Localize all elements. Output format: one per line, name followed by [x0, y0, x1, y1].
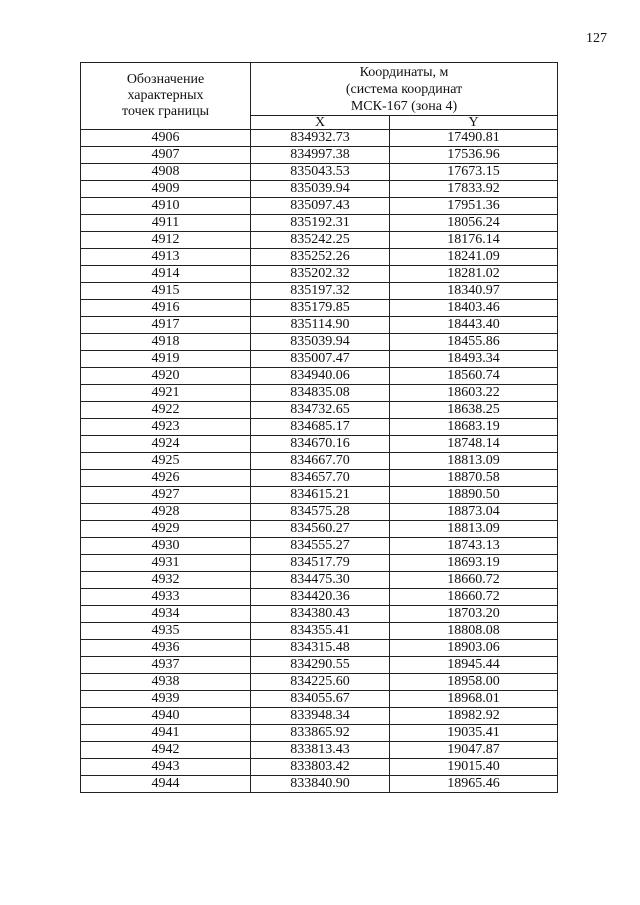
y-coordinate-cell: 18813.09	[390, 453, 558, 470]
table-row	[81, 436, 558, 453]
y-coordinate-cell: 17951.36	[390, 198, 558, 215]
point-id-cell: 4910	[81, 198, 251, 215]
x-coordinate-cell: 835192.31	[251, 215, 390, 232]
y-coordinate-cell: 18176.14	[390, 232, 558, 249]
y-coordinate-cell: 18748.14	[390, 436, 558, 453]
table-row	[81, 674, 558, 691]
table-row	[81, 759, 558, 776]
table-row	[81, 657, 558, 674]
point-id-cell: 4942	[81, 742, 251, 759]
y-coordinate-cell: 18958.00	[390, 674, 558, 691]
y-coordinate-cell: 18703.20	[390, 606, 558, 623]
header-point-line: характерных	[127, 88, 204, 103]
x-coordinate-cell: 834615.21	[251, 487, 390, 504]
x-coordinate-cell: 835039.94	[251, 181, 390, 198]
table-row	[81, 419, 558, 436]
x-coordinate-cell: 835252.26	[251, 249, 390, 266]
x-coordinate-cell: 835179.85	[251, 300, 390, 317]
point-id-cell: 4924	[81, 436, 251, 453]
y-coordinate-cell: 18873.04	[390, 504, 558, 521]
table-row	[81, 164, 558, 181]
y-coordinate-cell: 18560.74	[390, 368, 558, 385]
point-id-cell: 4934	[81, 606, 251, 623]
table-row	[81, 385, 558, 402]
header-coordinates	[251, 63, 558, 116]
header-coords-line: Координаты, м	[359, 64, 449, 80]
x-coordinate-cell: 835007.47	[251, 351, 390, 368]
header-point-line: Обозначение	[126, 72, 205, 87]
x-coordinate-cell: 834835.08	[251, 385, 390, 402]
point-id-cell: 4914	[81, 266, 251, 283]
x-coordinate-cell: 834555.27	[251, 538, 390, 555]
x-coordinate-cell: 835114.90	[251, 317, 390, 334]
x-coordinate-cell: 834420.36	[251, 589, 390, 606]
y-coordinate-cell: 18455.86	[390, 334, 558, 351]
point-id-cell: 4913	[81, 249, 251, 266]
point-id-cell: 4922	[81, 402, 251, 419]
y-coordinate-cell: 18340.97	[390, 283, 558, 300]
y-coordinate-cell: 18493.34	[390, 351, 558, 368]
x-coordinate-cell: 834355.41	[251, 623, 390, 640]
table-row	[81, 402, 558, 419]
point-id-cell: 4920	[81, 368, 251, 385]
y-coordinate-cell: 18982.92	[390, 708, 558, 725]
table-row	[81, 453, 558, 470]
table-row	[81, 504, 558, 521]
point-id-cell: 4916	[81, 300, 251, 317]
x-coordinate-cell: 834315.48	[251, 640, 390, 657]
x-coordinate-cell: 834670.16	[251, 436, 390, 453]
point-id-cell: 4930	[81, 538, 251, 555]
table-row	[81, 623, 558, 640]
x-coordinate-cell: 834055.67	[251, 691, 390, 708]
table-row	[81, 198, 558, 215]
x-coordinate-cell: 834560.27	[251, 521, 390, 538]
y-coordinate-cell: 18281.02	[390, 266, 558, 283]
point-id-cell: 4937	[81, 657, 251, 674]
x-coordinate-cell: 833840.90	[251, 776, 390, 793]
x-coordinate-cell: 833803.42	[251, 759, 390, 776]
table-row	[81, 742, 558, 759]
table-row	[81, 589, 558, 606]
table-row	[81, 725, 558, 742]
point-id-cell: 4921	[81, 385, 251, 402]
table-row	[81, 249, 558, 266]
header-coords-line: (система координат	[345, 81, 463, 97]
y-coordinate-cell: 18903.06	[390, 640, 558, 657]
x-coordinate-cell: 834997.38	[251, 147, 390, 164]
x-coordinate-cell: 833813.43	[251, 742, 390, 759]
y-coordinate-cell: 19035.41	[390, 725, 558, 742]
coordinates-table	[80, 62, 558, 793]
table-row	[81, 555, 558, 572]
point-id-cell: 4931	[81, 555, 251, 572]
table-row	[81, 232, 558, 249]
point-id-cell: 4908	[81, 164, 251, 181]
point-id-cell: 4915	[81, 283, 251, 300]
point-id-cell: 4906	[81, 130, 251, 147]
header-point-line: точек границы	[122, 104, 209, 119]
page-number: 127	[586, 31, 607, 46]
point-id-cell: 4941	[81, 725, 251, 742]
x-coordinate-cell: 834685.17	[251, 419, 390, 436]
point-id-cell: 4925	[81, 453, 251, 470]
point-id-cell: 4909	[81, 181, 251, 198]
table-body	[81, 130, 558, 793]
table-row	[81, 266, 558, 283]
point-id-cell: 4907	[81, 147, 251, 164]
header-x: X	[251, 116, 390, 130]
y-coordinate-cell: 18443.40	[390, 317, 558, 334]
table-row	[81, 351, 558, 368]
y-coordinate-cell: 18056.24	[390, 215, 558, 232]
point-id-cell: 4932	[81, 572, 251, 589]
y-coordinate-cell: 18890.50	[390, 487, 558, 504]
table-row	[81, 147, 558, 164]
point-id-cell: 4912	[81, 232, 251, 249]
y-coordinate-cell: 18241.09	[390, 249, 558, 266]
y-coordinate-cell: 18808.08	[390, 623, 558, 640]
header-point-designation	[81, 63, 251, 130]
table-row	[81, 334, 558, 351]
y-coordinate-cell: 18945.44	[390, 657, 558, 674]
y-coordinate-cell: 18638.25	[390, 402, 558, 419]
y-coordinate-cell: 18660.72	[390, 572, 558, 589]
header-coords-line: МСК-167 (зона 4)	[350, 98, 458, 114]
table-row	[81, 487, 558, 504]
x-coordinate-cell: 834657.70	[251, 470, 390, 487]
y-coordinate-cell: 18870.58	[390, 470, 558, 487]
point-id-cell: 4911	[81, 215, 251, 232]
table-row	[81, 776, 558, 793]
table-row	[81, 572, 558, 589]
x-coordinate-cell: 834225.60	[251, 674, 390, 691]
point-id-cell: 4936	[81, 640, 251, 657]
table-row	[81, 317, 558, 334]
table-row	[81, 521, 558, 538]
point-id-cell: 4938	[81, 674, 251, 691]
point-id-cell: 4935	[81, 623, 251, 640]
table-row	[81, 181, 558, 198]
x-coordinate-cell: 834940.06	[251, 368, 390, 385]
point-id-cell: 4929	[81, 521, 251, 538]
y-coordinate-cell: 17536.96	[390, 147, 558, 164]
table-row	[81, 300, 558, 317]
y-coordinate-cell: 19047.87	[390, 742, 558, 759]
y-coordinate-cell: 18660.72	[390, 589, 558, 606]
x-coordinate-cell: 834475.30	[251, 572, 390, 589]
y-coordinate-cell: 18403.46	[390, 300, 558, 317]
x-coordinate-cell: 833865.92	[251, 725, 390, 742]
table-row	[81, 640, 558, 657]
y-coordinate-cell: 17833.92	[390, 181, 558, 198]
x-coordinate-cell: 834517.79	[251, 555, 390, 572]
point-id-cell: 4917	[81, 317, 251, 334]
x-coordinate-cell: 834667.70	[251, 453, 390, 470]
table-row	[81, 130, 558, 147]
point-id-cell: 4944	[81, 776, 251, 793]
y-coordinate-cell: 18968.01	[390, 691, 558, 708]
y-coordinate-cell: 18683.19	[390, 419, 558, 436]
table-row	[81, 691, 558, 708]
x-coordinate-cell: 835097.43	[251, 198, 390, 215]
x-coordinate-cell: 834932.73	[251, 130, 390, 147]
x-coordinate-cell: 834732.65	[251, 402, 390, 419]
table-row	[81, 368, 558, 385]
point-id-cell: 4926	[81, 470, 251, 487]
point-id-cell: 4928	[81, 504, 251, 521]
x-coordinate-cell: 835039.94	[251, 334, 390, 351]
header-y: Y	[390, 116, 558, 130]
x-coordinate-cell: 834575.28	[251, 504, 390, 521]
x-coordinate-cell: 835043.53	[251, 164, 390, 181]
point-id-cell: 4940	[81, 708, 251, 725]
point-id-cell: 4923	[81, 419, 251, 436]
y-coordinate-cell: 19015.40	[390, 759, 558, 776]
y-coordinate-cell: 18693.19	[390, 555, 558, 572]
table-row	[81, 283, 558, 300]
table-row	[81, 215, 558, 232]
x-coordinate-cell: 834290.55	[251, 657, 390, 674]
x-coordinate-cell: 835197.32	[251, 283, 390, 300]
table-row	[81, 708, 558, 725]
x-coordinate-cell: 833948.34	[251, 708, 390, 725]
point-id-cell: 4919	[81, 351, 251, 368]
y-coordinate-cell: 17673.15	[390, 164, 558, 181]
y-coordinate-cell: 18813.09	[390, 521, 558, 538]
table-row	[81, 606, 558, 623]
table-row	[81, 470, 558, 487]
y-coordinate-cell: 18965.46	[390, 776, 558, 793]
point-id-cell: 4939	[81, 691, 251, 708]
point-id-cell: 4918	[81, 334, 251, 351]
x-coordinate-cell: 835202.32	[251, 266, 390, 283]
x-coordinate-cell: 834380.43	[251, 606, 390, 623]
point-id-cell: 4933	[81, 589, 251, 606]
point-id-cell: 4943	[81, 759, 251, 776]
x-coordinate-cell: 835242.25	[251, 232, 390, 249]
point-id-cell: 4927	[81, 487, 251, 504]
y-coordinate-cell: 18603.22	[390, 385, 558, 402]
y-coordinate-cell: 17490.81	[390, 130, 558, 147]
table-row	[81, 538, 558, 555]
y-coordinate-cell: 18743.13	[390, 538, 558, 555]
